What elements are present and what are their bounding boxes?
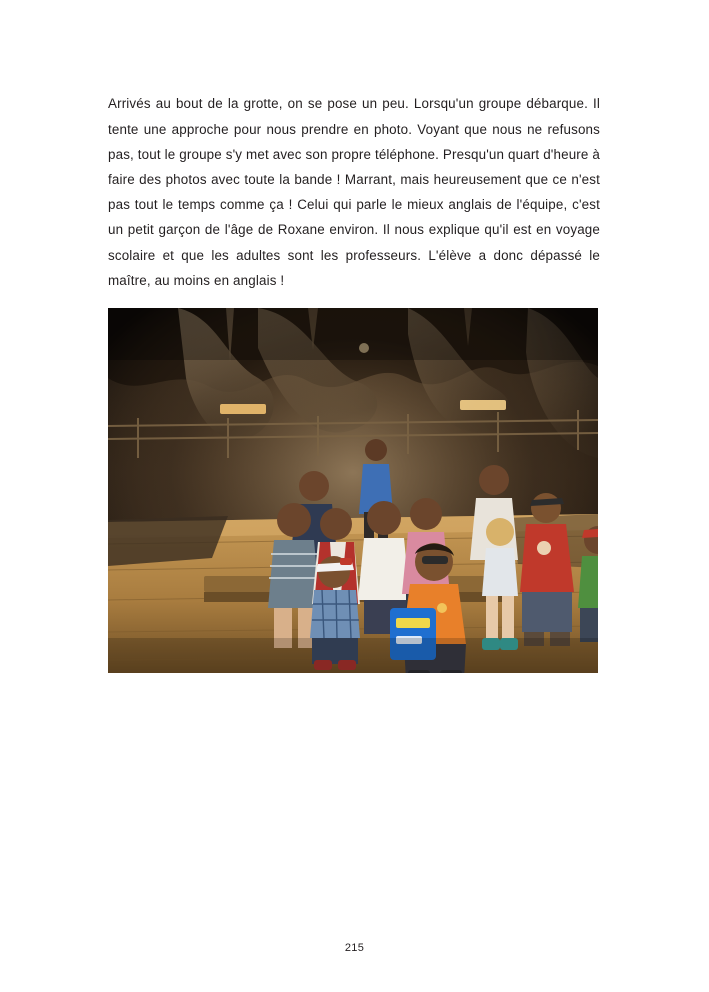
photo-illustration bbox=[108, 308, 598, 673]
cave-group-photo bbox=[108, 308, 598, 673]
page-title: Arrivés au bout de la grotte, on se pose un peu. Lorsqu'un groupe débarque. Il tente une approche pour nous prendre en photo. Voyant que nous ne refusons pas, tout le groupe s'y met avec son propre téléphone. Presqu'un quart d'heure à faire des photos avec toute la bande ! Marrant, mais heureusement que ce n'est pas tout le temps comme ça ! Celui qui parle le mieux anglais de l'équipe, c'est un petit garçon de l'âge de Roxane environ. Il nous explique qu'il est en voyage scolaire et que les adultes sont les professeurs. L'élève a donc dépassé le maître, au moins en anglais ! bbox=[108, 96, 600, 288]
page-number: 215 bbox=[344, 942, 365, 954]
